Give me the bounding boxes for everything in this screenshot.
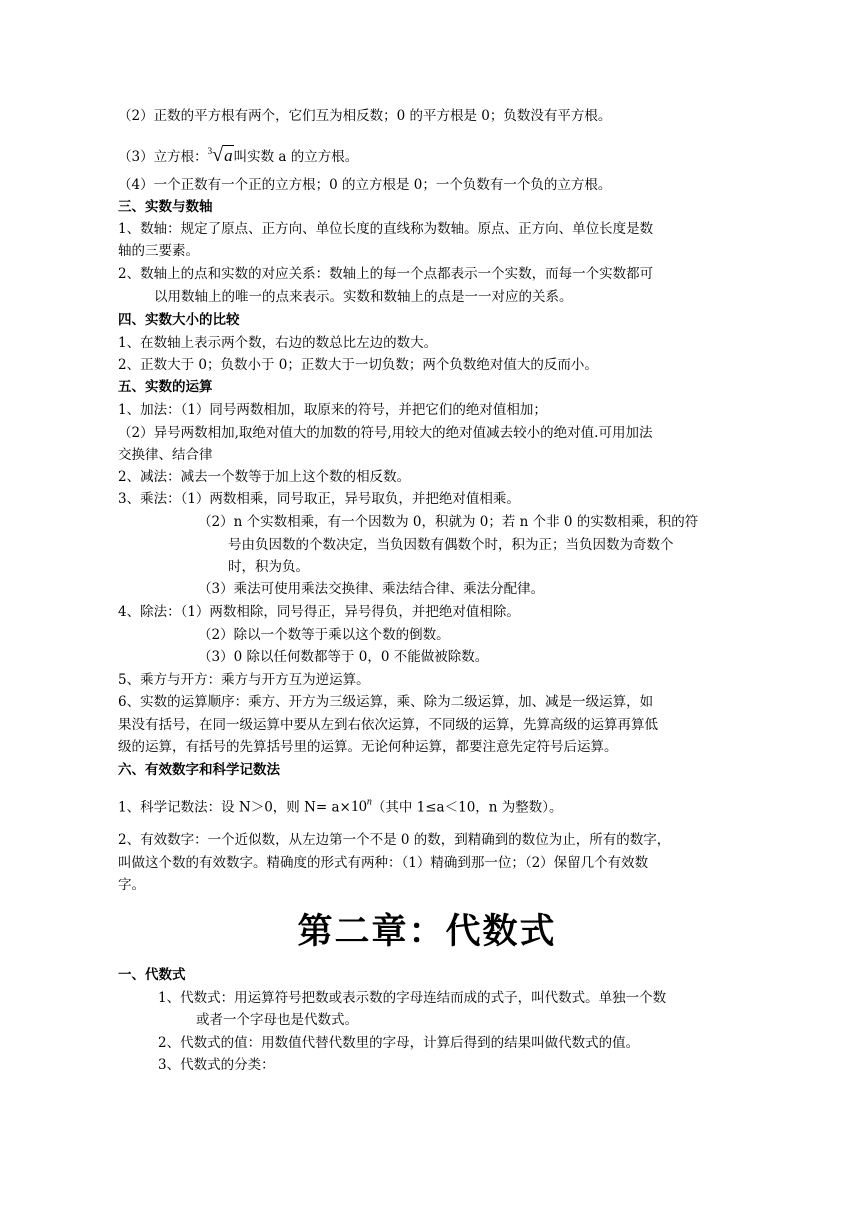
text-line: 1、在数轴上表示两个数，右边的数总比左边的数大。: [118, 335, 438, 351]
radicand: a: [224, 146, 233, 165]
text-line: （2）异号两数相加,取绝对值大的加数的符号,用较大的绝对值减去较小的绝对值.可用加法: [118, 425, 653, 441]
text-line: 5、乘方与开方：乘方与开方互为逆运算。: [118, 672, 370, 688]
text-line: 果没有括号，在同一级运算中要从左到右依次运算，不同级的运算，先算高级的运算再算低: [118, 717, 658, 733]
cube-root-formula: [207, 144, 234, 166]
chapter-title: 第二章：代数式: [297, 912, 557, 952]
text-line: 叫做这个数的有效数字。精确度的形式有两种：（1）精确到那一位；（2）保留几个有效数: [118, 855, 649, 871]
section-heading: 六、有效数字和科学记数法: [118, 762, 280, 778]
text-span: 叫实数 a 的立方根。: [233, 149, 359, 165]
text-line: 2、减法：减去一个数等于加上这个数的相反数。: [118, 469, 411, 485]
scientific-notation-line: [118, 792, 563, 818]
text-span: （3）立方根：: [118, 149, 208, 165]
section-heading: 五、实数的运算: [118, 379, 213, 395]
text-span: （其中 1≤a＜10，n 为整数）。: [371, 799, 563, 816]
text-span: 1、科学记数法：设 N＞0，则 N= a×: [118, 799, 351, 816]
text-line: 2、有效数字：一个近似数，从左边第一个不是 0 的数，到精确到的数位为止，所有的数字，: [118, 832, 671, 848]
section-heading: 一、代数式: [118, 967, 186, 983]
text-line: （3）乘法可使用乘法交换律、乘法结合律、乘法分配律。: [198, 581, 545, 597]
text-line: 6、实数的运算顺序：乘方、开方为三级运算，乘、除为二级运算，加、减是一级运算，如: [118, 694, 654, 710]
text-line: 字。: [118, 877, 145, 893]
text-line: （2）正数的平方根有两个，它们互为相反数；0 的平方根是 0；负数没有平方根。: [118, 108, 612, 124]
text-line: 号由负因数的个数决定，当负因数有偶数个时，积为正；当负因数为奇数个: [228, 537, 674, 553]
section-heading: 四、实数大小的比较: [118, 312, 240, 328]
text-line: 1、代数式：用运算符号把数或表示数的字母连结而成的式子，叫代数式。单独一个数: [158, 990, 667, 1006]
text-line: 3、乘法：（1）两数相乘，同号取正，异号取负，并把绝对值相乘。: [118, 491, 520, 507]
text-line: （2）n 个实数相乘，有一个因数为 0，积就为 0；若 n 个非 0 的实数相乘，积的符: [198, 514, 699, 530]
radical-sign-icon: √: [212, 144, 224, 166]
text-line: 时，积为负。: [228, 559, 309, 575]
text-line: 以用数轴上的唯一的点来表示。实数和数轴上的点是一一对应的关系。: [154, 289, 573, 305]
text-line: 4、除法：（1）两数相除，同号得正，异号得负，并把绝对值相除。: [118, 604, 520, 620]
text-line: 1、加法：（1）同号两数相加，取原来的符号，并把它们的绝对值相加；: [118, 402, 547, 418]
text-line: 2、正数大于 0；负数小于 0；正数大于一切负数；两个负数绝对值大的反而小。: [118, 357, 598, 373]
text-line: 2、代数式的值：用数值代替代数里的字母，计算后得到的结果叫做代数式的值。: [158, 1035, 640, 1051]
text-line: 级的运算，有括号的先算括号里的运算。无论何种运算，都要注意先定符号后运算。: [118, 739, 618, 755]
text-line: 轴的三要素。: [118, 243, 199, 259]
power-base: 10: [350, 798, 367, 816]
power-of-ten: [351, 798, 372, 815]
power-exponent: n: [366, 797, 372, 808]
text-line: 3、代数式的分类：: [158, 1057, 275, 1073]
text-line: 1、数轴：规定了原点、正方向、单位长度的直线称为数轴。原点、正方向、单位长度是数: [118, 221, 654, 237]
text-line: （2）除以一个数等于乘以这个数的倒数。: [198, 627, 450, 643]
cube-root-line: [118, 140, 358, 168]
text-line: 2、数轴上的点和实数的对应关系：数轴上的每一个点都表示一个实数，而每一个实数都可: [118, 266, 654, 282]
root-index: 3: [207, 146, 213, 156]
text-line: （3）0 除以任何数都等于 0，0 不能做被除数。: [198, 649, 489, 665]
section-heading: 三、实数与数轴: [118, 199, 213, 215]
text-line: （4）一个正数有一个正的立方根；0 的立方根是 0；一个负数有一个负的立方根。: [118, 177, 612, 193]
text-line: 或者一个字母也是代数式。: [196, 1012, 358, 1028]
text-line: 交换律、结合律: [118, 447, 213, 463]
